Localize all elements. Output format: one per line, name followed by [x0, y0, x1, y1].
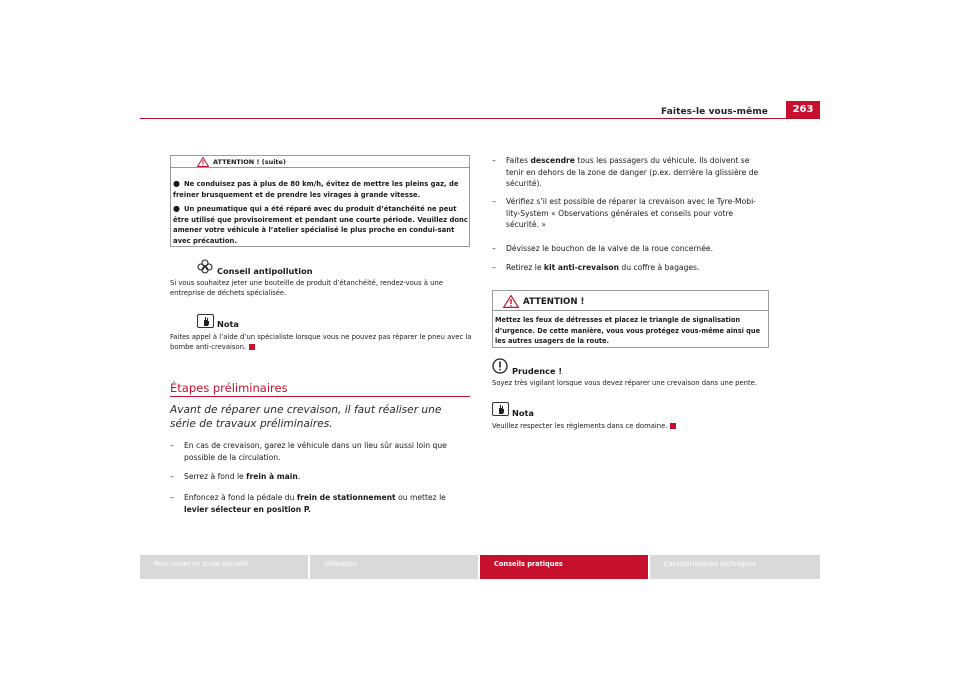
- step-text: Dévissez le bouchon de la valve de la roue concernée.: [506, 244, 713, 253]
- note2-text-body: Veuillez respecter les règlements dans ce domaine.: [492, 422, 668, 430]
- step-text-bold: frein à main: [246, 472, 298, 481]
- step-dash: –: [492, 197, 496, 206]
- step-text: [506, 262, 768, 274]
- page-number: 263: [786, 101, 820, 119]
- running-header-title: Faites-le vous-même: [660, 107, 768, 117]
- step-text-bold: frein de stationnement: [296, 493, 396, 502]
- tab-safety[interactable]: Pour rouler en toute sécurité: [140, 555, 308, 579]
- prudence-heading: Prudence !: [512, 366, 563, 376]
- step-dash: –: [492, 263, 496, 272]
- step-text-pre: Retirez le: [506, 263, 544, 272]
- step-dash: –: [492, 244, 496, 253]
- step-text: [184, 471, 470, 483]
- step-text: [184, 492, 470, 515]
- note2-heading: Nota: [512, 408, 534, 418]
- step-text-post: ou mettez le: [395, 493, 446, 502]
- step-text: Vérifiez s’il est possible de réparer la crevaison avec le Tyre-Mobi-lity-System « Observations générales et conseils pour votre sécurité. »: [506, 197, 756, 230]
- note1-text: [170, 332, 472, 353]
- end-of-section-marker: [670, 423, 676, 429]
- attention-heading: ATTENTION !: [523, 297, 585, 307]
- end-of-section-marker: [249, 344, 255, 350]
- eco-tip-heading: Conseil antipollution: [217, 266, 313, 276]
- attention-bullet-2: [173, 204, 469, 246]
- section-subtitle: Avant de réparer une crevaison, il faut réaliser une série de travaux préliminaires.: [170, 404, 442, 430]
- step-text-pre: Faites: [506, 156, 531, 165]
- step-text-post: tous les passagers du véhicule. Ils doivent se tenir en dehors de la zone de danger (p.ex. derrière la glissière de sécurité).: [506, 156, 759, 189]
- note-hand-icon: [197, 314, 214, 328]
- note2-text: [492, 421, 782, 431]
- attention-continued-box: [170, 155, 470, 247]
- step-text-pre: Enfoncez à fond la pédale du: [184, 493, 297, 502]
- note1-heading: Nota: [217, 319, 239, 329]
- attention-bullet-2-text: Un pneumatique qui a été réparé avec du produit d’étanchéité ne peut être utilisé que provisoirement et pendant une courte période. Veuillez donc amener votre véhicule à l’atelier spécialisé le plus proche en condui-sant avec précaution.: [173, 205, 468, 245]
- attention-bullet-1-text: Ne conduisez pas à plus de 80 km/h, évitez de mettre les pleins gaz, de freiner brusquement et de prendre les virages à grande vitesse.: [173, 180, 459, 199]
- attention-bullet-1: [173, 179, 469, 200]
- step-dash: –: [170, 493, 174, 502]
- attention-continued-heading: ATTENTION ! (suite): [213, 158, 286, 166]
- step-dash: –: [170, 472, 174, 481]
- step-dash: –: [170, 441, 174, 450]
- note-hand-icon: [492, 402, 509, 416]
- bullet-dot-icon: ●: [173, 179, 180, 188]
- step-text-pre: Serrez à fond le: [184, 472, 247, 481]
- prudence-text: Soyez très vigilant lorsque vous devez réparer une crevaison dans une pente.: [492, 379, 757, 387]
- section-title-rule: [170, 396, 470, 397]
- caution-exclamation-icon: [492, 358, 508, 374]
- bullet-dot-icon: ●: [173, 204, 180, 213]
- tab-technical-data[interactable]: Caractéristiques techniques: [650, 555, 820, 579]
- step-dash: –: [492, 156, 496, 165]
- attention-text: Mettez les feux de détresses et placez le triangle de signalisation d’urgence. De cette manière, vous vous protégez vous-même ainsi que les autres usagers de la route.: [495, 316, 761, 346]
- step-text-post: .: [297, 472, 301, 481]
- step-text-bold: descendre: [530, 156, 575, 165]
- warning-triangle-icon: [503, 295, 519, 308]
- step-text-bold: kit anti-crevaison: [543, 263, 619, 272]
- warning-triangle-icon: [197, 157, 209, 167]
- note1-text-body: Faites appel à l’aide d’un spécialiste lorsque vous ne pouvez pas réparer le pneu avec la bombe anti-crevaison.: [170, 333, 472, 352]
- eco-tip-text: Si vous souhaitez jeter une bouteille de produit d’étanchéité, rendez-vous à une entreprise de déchets spécialisée.: [170, 279, 443, 298]
- step-text: En cas de crevaison, garez le véhicule dans un lieu sûr aussi loin que possible de la circulation.: [184, 441, 447, 462]
- eco-flower-icon: [197, 259, 213, 275]
- section-title: Étapes préliminaires: [170, 381, 288, 395]
- step-text: [506, 155, 768, 190]
- tab-operation[interactable]: Utilisation: [310, 555, 478, 579]
- header-rule: [140, 118, 820, 119]
- step-text-bold-2: levier sélecteur en position P.: [184, 504, 311, 514]
- step-text-post: du coffre à bagages.: [618, 263, 700, 272]
- attention-box: [492, 290, 769, 348]
- tab-practical-tips[interactable]: Conseils pratiques: [480, 555, 648, 579]
